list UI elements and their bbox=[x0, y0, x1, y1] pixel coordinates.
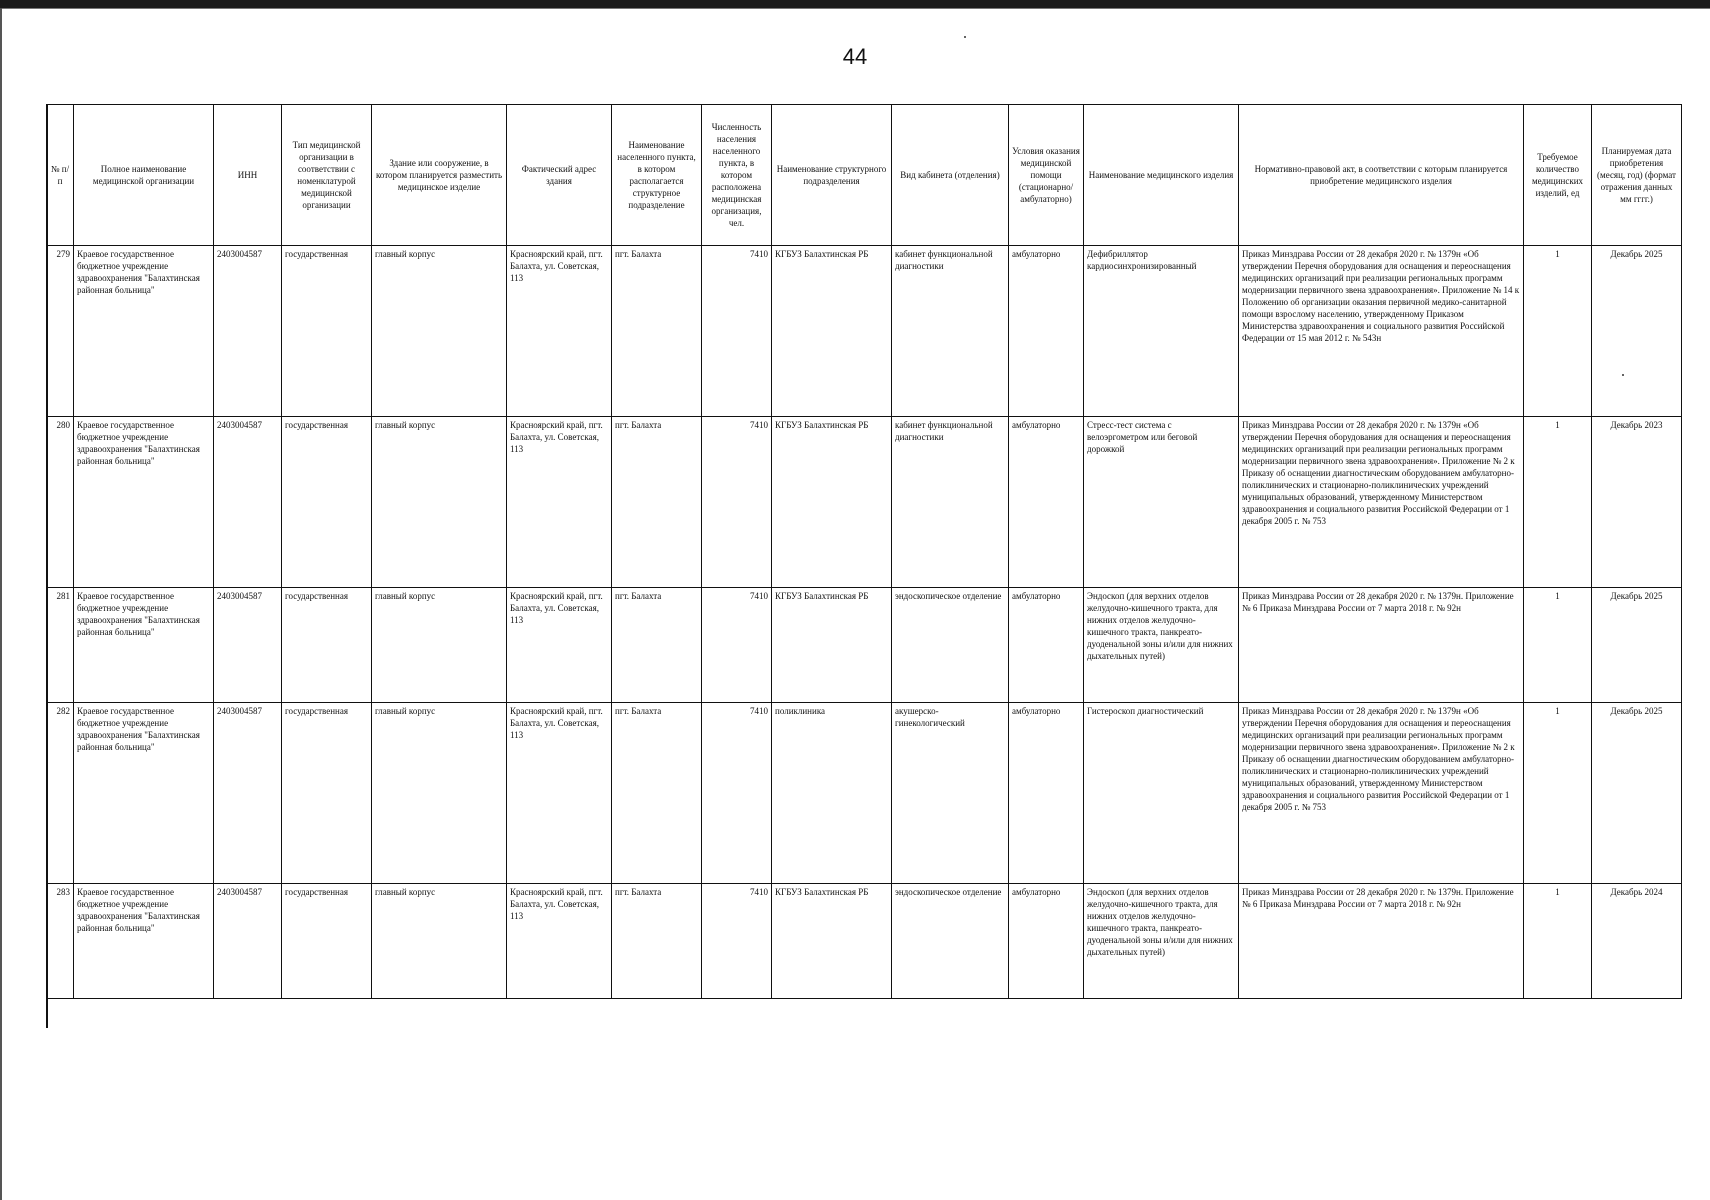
scan-left-edge bbox=[0, 8, 2, 1200]
cell-type: государственная bbox=[282, 884, 372, 999]
cell-device: Эндоскоп (для верхних отделов желудочно-кишечного тракта, для нижних отделов желудочно-кишечного тракта, панкреато-дуоденальной зоны и/или для нижних дыхательных путей) bbox=[1084, 588, 1239, 703]
cell-type: государственная bbox=[282, 246, 372, 417]
page-number: 44 bbox=[842, 44, 868, 69]
cell-unit: КГБУЗ Балахтинская РБ bbox=[772, 417, 892, 588]
cell-settlement: пгт. Балахта bbox=[612, 246, 702, 417]
cell-date: Декабрь 2023 bbox=[1592, 417, 1682, 588]
cell-date: Декабрь 2025 bbox=[1592, 588, 1682, 703]
header-address: Фактический адрес здания bbox=[507, 105, 612, 246]
cell-act: Приказ Минздрава России от 28 декабря 2020 г. № 1379н. Приложение № 6 Приказа Минздрава России от 7 марта 2018 г. № 92н bbox=[1239, 884, 1524, 999]
cell-date: Декабрь 2024 bbox=[1592, 884, 1682, 999]
header-population: Численность населения населенного пункта, в котором расположена медицинская организация, чел. bbox=[702, 105, 772, 246]
header-cabinet: Вид кабинета (отделения) bbox=[892, 105, 1009, 246]
cell-address: Красноярский край, пгт. Балахта, ул. Советская, 113 bbox=[507, 246, 612, 417]
cell-cabinet: эндоскопическое отделение bbox=[892, 588, 1009, 703]
cell-org: Краевое государственное бюджетное учреждение здравоохранения "Балахтинская районная больница" bbox=[74, 417, 214, 588]
header-num: № п/п bbox=[47, 105, 74, 246]
cell-building: главный корпус bbox=[372, 703, 507, 884]
cell-address: Красноярский край, пгт. Балахта, ул. Советская, 113 bbox=[507, 703, 612, 884]
table-row bbox=[47, 588, 1682, 703]
cell-address: Красноярский край, пгт. Балахта, ул. Советская, 113 bbox=[507, 417, 612, 588]
scan-top-border-thin bbox=[0, 8, 1710, 9]
cell-date: Декабрь 2025 bbox=[1592, 246, 1682, 417]
table-row bbox=[47, 417, 1682, 588]
cell-population: 7410 bbox=[702, 588, 772, 703]
header-building: Здание или сооружение, в котором планируется разместить медицинское изделие bbox=[372, 105, 507, 246]
header-inn: ИНН bbox=[214, 105, 282, 246]
cell-org: Краевое государственное бюджетное учреждение здравоохранения "Балахтинская районная больница" bbox=[74, 246, 214, 417]
cell-building: главный корпус bbox=[372, 246, 507, 417]
equipment-registry-table bbox=[46, 104, 1682, 999]
cell-inn: 2403004587 bbox=[214, 246, 282, 417]
cell-cabinet: акушерско-гинекологический bbox=[892, 703, 1009, 884]
cell-type: государственная bbox=[282, 417, 372, 588]
cell-building: главный корпус bbox=[372, 417, 507, 588]
cell-conditions: амбулаторно bbox=[1009, 417, 1084, 588]
header-settlement: Наименование населенного пункта, в котором располагается структурное подразделение bbox=[612, 105, 702, 246]
cell-inn: 2403004587 bbox=[214, 588, 282, 703]
cell-cabinet: эндоскопическое отделение bbox=[892, 884, 1009, 999]
cell-act: Приказ Минздрава России от 28 декабря 2020 г. № 1379н «Об утверждении Перечня оборудования для оснащения и переоснащения медицинских организаций при реализации региональных программ модернизации первичного звена здравоохранения». Приложение № 14 к Положению об организации оказания первичной медико-санитарной помощи взрослому населению, утвержденному Приказом Министерства здравоохранения и социального развития Российской Федерации от 15 мая 2012 г. № 543н bbox=[1239, 246, 1524, 417]
cell-cabinet: кабинет функциональной диагностики bbox=[892, 417, 1009, 588]
cell-address: Красноярский край, пгт. Балахта, ул. Советская, 113 bbox=[507, 588, 612, 703]
cell-qty: 1 bbox=[1524, 246, 1592, 417]
cell-num: 281 bbox=[47, 588, 74, 703]
cell-population: 7410 bbox=[702, 884, 772, 999]
cell-conditions: амбулаторно bbox=[1009, 246, 1084, 417]
cell-cabinet: кабинет функциональной диагностики bbox=[892, 246, 1009, 417]
table-left-spine bbox=[46, 104, 48, 1028]
cell-act: Приказ Минздрава России от 28 декабря 2020 г. № 1379н «Об утверждении Перечня оборудования для оснащения и переоснащения медицинских организаций при реализации региональных программ модернизации первичного звена здравоохранения». Приложение № 2 к Приказу об оснащении диагностическим оборудованием амбулаторно-поликлинических и стационарно-поликлинических учреждений муниципальных образований, утвержденному Министерством здравоохранения и социального развития Российской Федерации от 1 декабря 2005 г. № 753 bbox=[1239, 703, 1524, 884]
cell-org: Краевое государственное бюджетное учреждение здравоохранения "Балахтинская районная больница" bbox=[74, 884, 214, 999]
scan-top-border bbox=[0, 0, 1710, 8]
cell-inn: 2403004587 bbox=[214, 703, 282, 884]
cell-num: 280 bbox=[47, 417, 74, 588]
cell-inn: 2403004587 bbox=[214, 884, 282, 999]
cell-unit: поликлиника bbox=[772, 703, 892, 884]
cell-conditions: амбулаторно bbox=[1009, 588, 1084, 703]
cell-unit: КГБУЗ Балахтинская РБ bbox=[772, 246, 892, 417]
cell-settlement: пгт. Балахта bbox=[612, 417, 702, 588]
table-row bbox=[47, 884, 1682, 999]
table-row bbox=[47, 246, 1682, 417]
cell-type: государственная bbox=[282, 703, 372, 884]
cell-building: главный корпус bbox=[372, 588, 507, 703]
cell-org: Краевое государственное бюджетное учреждение здравоохранения "Балахтинская районная больница" bbox=[74, 703, 214, 884]
cell-conditions: амбулаторно bbox=[1009, 703, 1084, 884]
header-date: Планируемая дата приобретения (месяц, год) (формат отражения данных мм гггг.) bbox=[1592, 105, 1682, 246]
scan-speck bbox=[964, 36, 966, 38]
cell-qty: 1 bbox=[1524, 703, 1592, 884]
table-header-row bbox=[47, 105, 1682, 246]
header-device: Наименование медицинского изделия bbox=[1084, 105, 1239, 246]
header-act: Нормативно-правовой акт, в соответствии с которым планируется приобретение медицинского изделия bbox=[1239, 105, 1524, 246]
cell-conditions: амбулаторно bbox=[1009, 884, 1084, 999]
cell-act: Приказ Минздрава России от 28 декабря 2020 г. № 1379н «Об утверждении Перечня оборудования для оснащения и переоснащения медицинских организаций при реализации региональных программ модернизации первичного звена здравоохранения». Приложение № 2 к Приказу об оснащении диагностическим оборудованием амбулаторно-поликлинических и стационарно-поликлинических учреждений муниципальных образований, утвержденному Министерством здравоохранения и социального развития Российской Федерации от 1 декабря 2005 г. № 753 bbox=[1239, 417, 1524, 588]
cell-qty: 1 bbox=[1524, 417, 1592, 588]
cell-settlement: пгт. Балахта bbox=[612, 884, 702, 999]
cell-population: 7410 bbox=[702, 417, 772, 588]
cell-population: 7410 bbox=[702, 246, 772, 417]
cell-population: 7410 bbox=[702, 703, 772, 884]
cell-org: Краевое государственное бюджетное учреждение здравоохранения "Балахтинская районная больница" bbox=[74, 588, 214, 703]
header-org: Полное наименование медицинской организации bbox=[74, 105, 214, 246]
cell-device: Дефибриллятор кардиосинхронизированный bbox=[1084, 246, 1239, 417]
cell-device: Гистероскоп диагностический bbox=[1084, 703, 1239, 884]
cell-device: Стресс-тест система с велоэргометром или беговой дорожкой bbox=[1084, 417, 1239, 588]
cell-num: 282 bbox=[47, 703, 74, 884]
cell-settlement: пгт. Балахта bbox=[612, 703, 702, 884]
cell-address: Красноярский край, пгт. Балахта, ул. Советская, 113 bbox=[507, 884, 612, 999]
cell-building: главный корпус bbox=[372, 884, 507, 999]
cell-date: Декабрь 2025 bbox=[1592, 703, 1682, 884]
cell-unit: КГБУЗ Балахтинская РБ bbox=[772, 884, 892, 999]
table-row bbox=[47, 703, 1682, 884]
cell-act: Приказ Минздрава России от 28 декабря 2020 г. № 1379н. Приложение № 6 Приказа Минздрава России от 7 марта 2018 г. № 92н bbox=[1239, 588, 1524, 703]
cell-qty: 1 bbox=[1524, 588, 1592, 703]
cell-num: 279 bbox=[47, 246, 74, 417]
cell-inn: 2403004587 bbox=[214, 417, 282, 588]
cell-num: 283 bbox=[47, 884, 74, 999]
cell-qty: 1 bbox=[1524, 884, 1592, 999]
header-unit: Наименование структурного подразделения bbox=[772, 105, 892, 246]
header-type: Тип медицинской организации в соответствии с номенклатурой медицинской организации bbox=[282, 105, 372, 246]
cell-settlement: пгт. Балахта bbox=[612, 588, 702, 703]
cell-device: Эндоскоп (для верхних отделов желудочно-кишечного тракта, для нижних отделов желудочно-кишечного тракта, панкреато-дуоденальной зоны и/или для нижних дыхательных путей) bbox=[1084, 884, 1239, 999]
header-conditions: Условия оказания медицинской помощи (стационарно/ амбулаторно) bbox=[1009, 105, 1084, 246]
header-qty: Требуемое количество медицинских изделий, ед bbox=[1524, 105, 1592, 246]
cell-unit: КГБУЗ Балахтинская РБ bbox=[772, 588, 892, 703]
cell-type: государственная bbox=[282, 588, 372, 703]
